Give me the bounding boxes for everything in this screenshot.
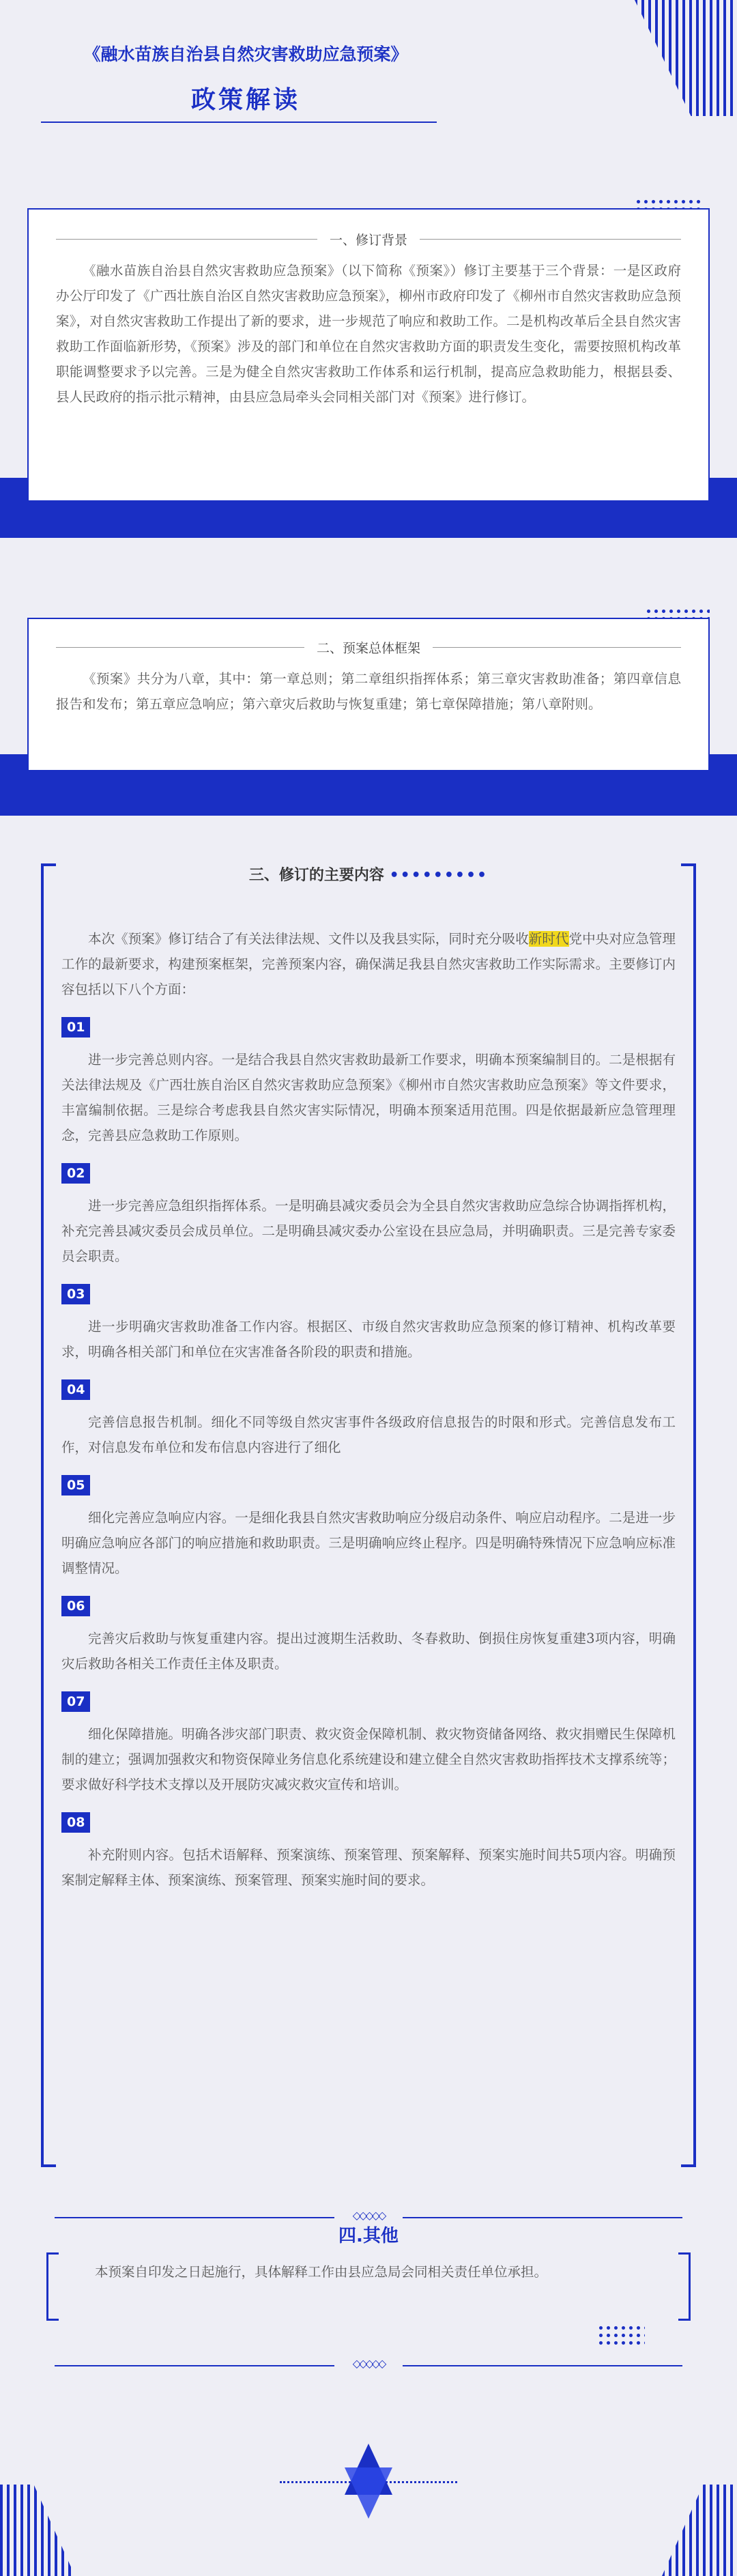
item-text: 细化保障措施。明确各涉灾部门职责、救灾资金保障机制、救灾物资储备网络、救灾捐赠民生保障机制的建立；强调加强救灾和物资保障业务信息化系统建设和建立健全自然灾害救助指挥技术支撑系统等；要求做好科学技术支撑以及开展防灾减灾救灾宣传和培训。 <box>61 1726 676 1792</box>
item-number-badge: 03 <box>61 1284 90 1304</box>
section3-content <box>61 892 676 1893</box>
dots-decoration: ••••••••• <box>389 867 489 884</box>
section3-item <box>61 1364 676 1460</box>
intro-text: 本次《预案》修订结合了有关法律法规、文件以及我县实际，同时充分吸收 <box>88 931 529 947</box>
item-text: 完善灾后救助与恢复重建内容。提出过渡期生活救助、冬春救助、倒损住房恢复重建3项内容，明确灾后救助各相关工作责任主体及职责。 <box>61 1631 676 1672</box>
heading-rule <box>420 239 681 240</box>
item-number-badge: 08 <box>61 1812 90 1833</box>
section3-item <box>61 1002 676 1148</box>
diamond-chain-decoration: ◇◇◇◇◇ <box>334 2209 403 2222</box>
section1-card <box>27 208 710 502</box>
section3-item <box>61 1797 676 1893</box>
item-text: 细化完善应急响应内容。一是细化我县自然灾害救助响应分级启动条件、响应启动程序。二是进一步明确应急响应各部门的响应措施和救助职责。三是明确响应终止程序。四是明确特殊情况下应急响应标准调整情况。 <box>61 1510 676 1576</box>
diamond-chain-decoration: ◇◇◇◇◇ <box>334 2357 403 2370</box>
section1-heading-row <box>56 230 681 248</box>
left-border <box>41 863 44 2167</box>
footer-stripes-right <box>662 2485 737 2576</box>
item-number-badge: 04 <box>61 1379 90 1400</box>
section3-item <box>61 1148 676 1269</box>
item-number-badge: 05 <box>61 1475 90 1495</box>
item-number-badge: 07 <box>61 1691 90 1712</box>
section2-heading-row <box>56 638 681 657</box>
section3-item <box>61 1460 676 1581</box>
section3-item <box>61 1676 676 1797</box>
heading-rule <box>433 647 681 648</box>
right-border <box>693 863 696 2167</box>
corner-bracket <box>41 2152 56 2167</box>
footer-stripes-left <box>0 2485 75 2576</box>
footer-star-logo <box>341 2444 396 2519</box>
section3-item <box>61 1269 676 1364</box>
section2-body: 《预案》共分为八章，其中：第一章总则；第二章组织指挥体系；第三章灾害救助准备；第四章信息报告和发布；第五章应急响应；第六章灾后救助与恢复重建；第七章保障措施；第八章附则。 <box>56 671 681 712</box>
corner-stripes-decoration <box>635 0 737 116</box>
item-number-badge: 06 <box>61 1596 90 1616</box>
item-number-badge: 02 <box>61 1163 90 1184</box>
heading-rule <box>56 647 304 648</box>
section3-heading-row <box>41 863 696 885</box>
section4-bracket-left <box>46 2252 59 2321</box>
section3-item <box>61 1581 676 1676</box>
title-underline <box>41 121 437 123</box>
section2-heading: 二、预案总体框架 <box>317 641 421 656</box>
item-text: 进一步完善总则内容。一是结合我县自然灾害救助最新工作要求，明确本预案编制目的。二是根据有关法律法规及《广西壮族自治区自然灾害救助应急预案》《柳州市自然灾害救助应急预案》等文件要求，丰富编制依据。三是综合考虑我县自然灾害实际情况，明确本预案适用范围。四是依据最新应急管理理念，完善县应急救助工作原则。 <box>61 1052 676 1143</box>
section4-heading: 四.其他 <box>338 2226 399 2246</box>
item-number-badge: 01 <box>61 1017 90 1037</box>
section4-bracket-right <box>678 2252 691 2321</box>
section1-body: 《融水苗族自治县自然灾害救助应急预案》（以下简称《预案》）修订主要基于三个背景：一是区政府办公厅印发了《广西壮族自治区自然灾害救助应急预案》，柳州市政府印发了《柳州市自然灾害救助应急预案》，对自然灾害救助工作提出了新的要求，进一步规范了响应和救助工作。二是机构改革后全县自然灾害救助工作面临新形势，《预案》涉及的部门和单位在自然灾害救助方面的职责发生变化，需要按照机构改革职能调整要求予以完善。三是为健全自然灾害救助工作体系和运行机制，提高应急救助能力，根据县委、县人民政府的指示批示精神，由县应急局牵头会同相关部门对《预案》进行修订。 <box>56 263 681 405</box>
section2-card <box>27 618 710 771</box>
document-title: 《融水苗族自治县自然灾害救助应急预案》 <box>83 44 408 64</box>
section3-intro <box>61 926 676 1002</box>
section4-body: 本预案自印发之日起施行，具体解释工作由县应急局会同相关责任单位承担。 <box>95 2264 548 2280</box>
intro-text: 党中央对应急管理工作的最新要求，构建预案框架，完善预案内容，确保满足我县自然灾害救助工作实际需求。主要修订内容包括以下八个方面： <box>61 931 676 997</box>
item-text: 进一步完善应急组织指挥体系。一是明确县减灾委员会为全县自然灾害救助应急综合协调指挥机构，补充完善县减灾委员会成员单位。二是明确县减灾委办公室设在县应急局，并明确职责。三是完善专家委员会职责。 <box>61 1198 676 1264</box>
section3-heading: 三、修订的主要内容 <box>248 867 384 884</box>
section3-container <box>41 863 696 2167</box>
star-icon <box>341 2444 396 2519</box>
dots-decoration <box>597 2324 645 2348</box>
heading-rule <box>56 239 317 240</box>
item-text: 补充附则内容。包括术语解释、预案演练、预案管理、预案解释、预案实施时间共5项内容。明确预案制定解释主体、预案演练、预案管理、预案实施时间的要求。 <box>61 1847 676 1888</box>
corner-bracket <box>681 2152 696 2167</box>
section1-heading: 一、修订背景 <box>330 233 408 248</box>
item-text: 完善信息报告机制。细化不同等级自然灾害事件各级政府信息报告的时限和形式。完善信息发布工作，对信息发布单位和发布信息内容进行了细化 <box>61 1414 676 1455</box>
page-subtitle: 政策解读 <box>190 86 300 114</box>
item-text: 进一步明确灾害救助准备工作内容。根据区、市级自然灾害救助应急预案的修订精神、机构改革要求，明确各相关部门和单位在灾害准备各阶段的职责和措施。 <box>61 1319 676 1360</box>
highlighted-text: 新时代 <box>528 931 569 947</box>
